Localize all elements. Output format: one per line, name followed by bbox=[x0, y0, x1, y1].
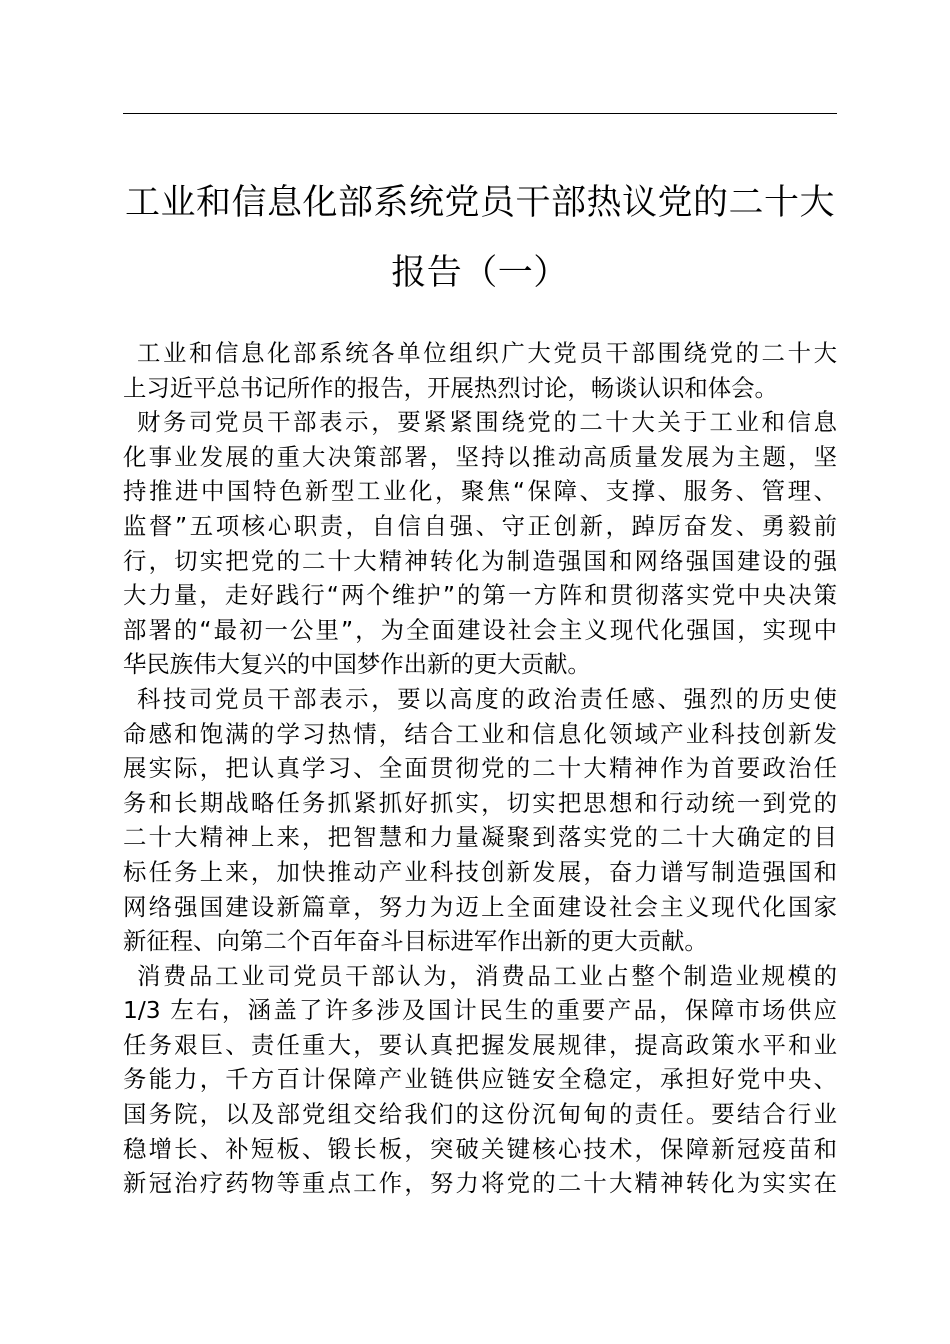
text-line: 展实际，把认真学习、全面贯彻党的二十大精神作为首要政治任 bbox=[123, 754, 837, 783]
title-line-2: 报告（一） bbox=[391, 253, 569, 293]
paragraph-finance bbox=[123, 405, 837, 682]
text-line: 行，切实把党的二十大精神转化为制造强国和网络强国建设的强 bbox=[123, 546, 837, 575]
text-line: 新冠治疗药物等重点工作，努力将党的二十大精神转化为实实在 bbox=[123, 1169, 837, 1198]
text-line: 网络强国建设新篇章，努力为迈上全面建设社会主义现代化国家 bbox=[123, 892, 837, 921]
text-line: 科技司党员干部表示，要以高度的政治责任感、强烈的历史使 bbox=[137, 684, 837, 713]
paragraph-consumer-goods bbox=[123, 959, 837, 1201]
text-line: 命感和饱满的学习热情，结合工业和信息化领域产业科技创新发 bbox=[123, 719, 837, 748]
text-line: 新征程、向第二个百年奋斗目标进军作出新的更大贡献。 bbox=[123, 927, 708, 956]
paragraph-science bbox=[123, 682, 837, 959]
text-line: 华民族伟大复兴的中国梦作出新的更大贡献。 bbox=[123, 650, 591, 679]
text-line: 持推进中国特色新型工业化，聚焦“保障、支撑、服务、管理、 bbox=[123, 477, 837, 506]
title-line-1: 工业和信息化部系统党员干部热议党的二十大 bbox=[124, 183, 835, 223]
text-line: 务能力，千方百计保障产业链供应链安全稳定，承担好党中央、 bbox=[123, 1065, 837, 1094]
document-body bbox=[123, 336, 837, 1201]
paragraph-intro bbox=[123, 336, 837, 405]
text-line: 化事业发展的重大决策部署，坚持以推动高质量发展为主题，坚 bbox=[123, 442, 837, 471]
text-line: 二十大精神上来，把智慧和力量凝聚到落实党的二十大确定的目 bbox=[123, 823, 837, 852]
text-line: 务和长期战略任务抓紧抓好抓实，切实把思想和行动统一到党的 bbox=[123, 788, 837, 817]
text-line: 大力量，走好践行“两个维护”的第一方阵和贯彻落实党中央决策 bbox=[123, 581, 837, 610]
text-line: 标任务上来，加快推动产业科技创新发展，奋力谱写制造强国和 bbox=[123, 857, 837, 886]
text-line: 消费品工业司党员干部认为，消费品工业占整个制造业规模的 bbox=[137, 961, 837, 990]
text-line: 稳增长、补短板、锻长板，突破关键核心技术，保障新冠疫苗和 bbox=[123, 1134, 837, 1163]
text-line: 任务艰巨、责任重大，要认真把握发展规律，提高政策水平和业 bbox=[123, 1030, 837, 1059]
text-line: 国务院，以及部党组交给我们的这份沉甸甸的责任。要结合行业 bbox=[123, 1100, 837, 1129]
text-line: 监督”五项核心职责，自信自强、守正创新，踔厉奋发、勇毅前 bbox=[123, 511, 837, 540]
text-line: 部署的“最初一公里”，为全面建设社会主义现代化强国，实现中 bbox=[123, 615, 837, 644]
text-line: 1/3 左右，涵盖了许多涉及国计民生的重要产品，保障市场供应 bbox=[123, 996, 837, 1025]
document-title bbox=[113, 168, 847, 308]
text-line: 上习近平总书记所作的报告，开展热烈讨论，畅谈认识和体会。 bbox=[123, 373, 778, 402]
text-line: 财务司党员干部表示，要紧紧围绕党的二十大关于工业和信息 bbox=[137, 408, 837, 437]
text-line: 工业和信息化部系统各单位组织广大党员干部围绕党的二十大 bbox=[137, 339, 837, 367]
header-rule bbox=[123, 113, 837, 114]
